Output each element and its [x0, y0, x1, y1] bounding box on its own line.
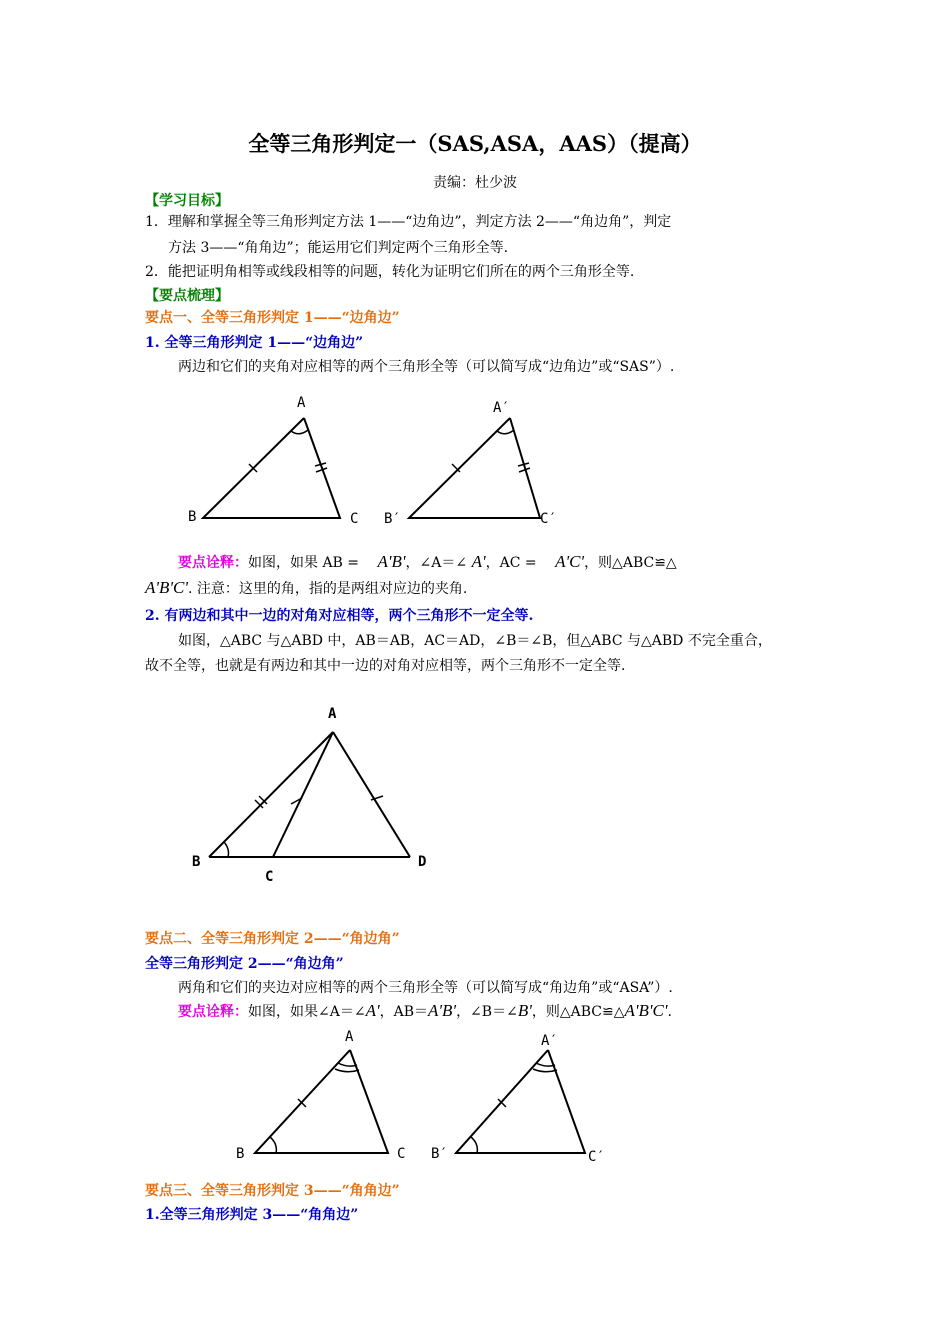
point1-note-sym2: A': [471, 552, 486, 571]
point1-body2-line2: 故不全等，也就是有两边和其中一边的对角对应相等，两个三角形不一定全等.: [145, 658, 626, 674]
point2-note-d: ，则△ABC≌△: [531, 1004, 625, 1020]
point1-note-b: ，∠A＝∠: [405, 555, 468, 571]
figure-asa-triangles: [230, 1025, 620, 1165]
segment-ac: [273, 732, 333, 857]
label-c-prime: C′: [540, 511, 557, 527]
label-b-prime: B′: [431, 1146, 448, 1162]
point1-note-line2: [145, 578, 467, 599]
page-title: 全等三角形判定一（SAS,ASA，AAS）（提高）: [248, 131, 702, 156]
summary-heading: 【要点梳理】: [145, 288, 229, 304]
objectives-heading: 【学习目标】: [145, 193, 229, 209]
point1-note-sym1: A'B': [377, 552, 406, 571]
point2-sub: 全等三角形判定 2——“角边角”: [145, 956, 344, 972]
objective-2: 2．能把证明角相等或线段相等的问题，转化为证明它们所在的两个三角形全等.: [145, 264, 635, 280]
label-b: B: [192, 854, 201, 870]
label-c: C: [397, 1146, 406, 1162]
label-a: A: [345, 1029, 354, 1045]
angle-arc-a-prime: [497, 430, 514, 434]
label-b-prime: B′: [384, 511, 401, 527]
label-d: D: [418, 854, 427, 870]
angle-arc-b-prime: [471, 1137, 477, 1153]
point1-note-e: . 注意：这里的角，指的是两组对应边的夹角.: [188, 581, 468, 597]
point1-note-sym3: A'C': [555, 552, 585, 571]
segment-ab: [209, 732, 333, 857]
label-a: A: [328, 706, 337, 722]
point1-note-line: [178, 552, 677, 573]
point2-heading: 要点二、全等三角形判定 2——“角边角”: [145, 931, 400, 947]
point3-sub: 1.全等三角形判定 3——“角角边”: [145, 1207, 359, 1223]
triangle-abc: [203, 418, 340, 518]
label-c: C: [265, 869, 274, 885]
point1-note-c: ，AC =: [485, 555, 537, 571]
point2-note-c: ，∠B＝∠: [456, 1004, 518, 1020]
point2-note-sym3: B': [517, 1001, 532, 1020]
point2-note-e: .: [667, 1004, 672, 1020]
point1-note-label: 要点诠释：: [178, 555, 248, 571]
label-a-prime: A′: [541, 1033, 558, 1049]
point2-note-label: 要点诠释：: [178, 1004, 248, 1020]
label-a: A: [297, 395, 306, 411]
point1-sub2: 2. 有两边和其中一边的对角对应相等，两个三角形不一定全等.: [145, 608, 534, 624]
segment-ad: [333, 732, 410, 857]
point1-sub1: 1. 全等三角形判定 1——“边角边”: [145, 335, 364, 351]
point2-body: 两角和它们的夹边对应相等的两个三角形全等（可以简写成“角边角”或“ASA”）.: [178, 980, 673, 996]
objective-1-line1: 1．理解和掌握全等三角形判定方法 1——“边角边”，判定方法 2——“角边角”，判定: [145, 214, 672, 230]
author-line: 责编：杜少波: [433, 175, 517, 191]
label-c-prime: C′: [588, 1149, 605, 1165]
label-c: C: [350, 511, 359, 527]
point1-body: 两边和它们的夹角对应相等的两个三角形全等（可以简写成“边角边”或“SAS”）.: [178, 359, 675, 375]
label-b: B: [236, 1146, 245, 1162]
point1-note-a: 如图，如果 AB =: [248, 555, 360, 571]
point2-note-sym2: A'B': [428, 1001, 457, 1020]
figure-ssa-counterexample: [185, 700, 445, 885]
point1-body2-line1: 如图，△ABC 与△ABD 中，AB＝AB，AC＝AD，∠B＝∠B，但△ABC 与△ABD 不完全重合，: [178, 633, 772, 649]
point2-note-sym4: A'B'C': [624, 1001, 668, 1020]
point2-note-b: ，AB＝: [379, 1004, 429, 1020]
triangle-abc: [255, 1050, 388, 1153]
point2-note-sym1: A': [365, 1001, 380, 1020]
label-b: B: [188, 509, 197, 525]
triangle-a-prime: [456, 1050, 585, 1153]
point1-note-d: ，则△ABC≌△: [584, 555, 677, 571]
angle-arc-a-prime-2: [533, 1069, 557, 1072]
figure-sas-triangles: [180, 390, 580, 530]
triangle-a-prime: [409, 418, 540, 518]
point2-note-a: 如图，如果∠A＝∠: [248, 1004, 366, 1020]
point2-note-line: [178, 1001, 672, 1022]
label-a-prime: A′: [493, 400, 510, 416]
angle-arc-a-2: [335, 1069, 359, 1072]
point3-heading: 要点三、全等三角形判定 3——“角角边”: [145, 1183, 400, 1199]
angle-arc-b: [224, 842, 229, 857]
objective-1-line2: 方法 3——“角角边”；能运用它们判定两个三角形全等.: [168, 240, 509, 256]
point1-note-sym4: A'B'C': [145, 578, 189, 597]
angle-arc-a: [291, 430, 308, 434]
point1-heading: 要点一、全等三角形判定 1——“边角边”: [145, 310, 400, 326]
angle-arc-b: [270, 1137, 276, 1153]
